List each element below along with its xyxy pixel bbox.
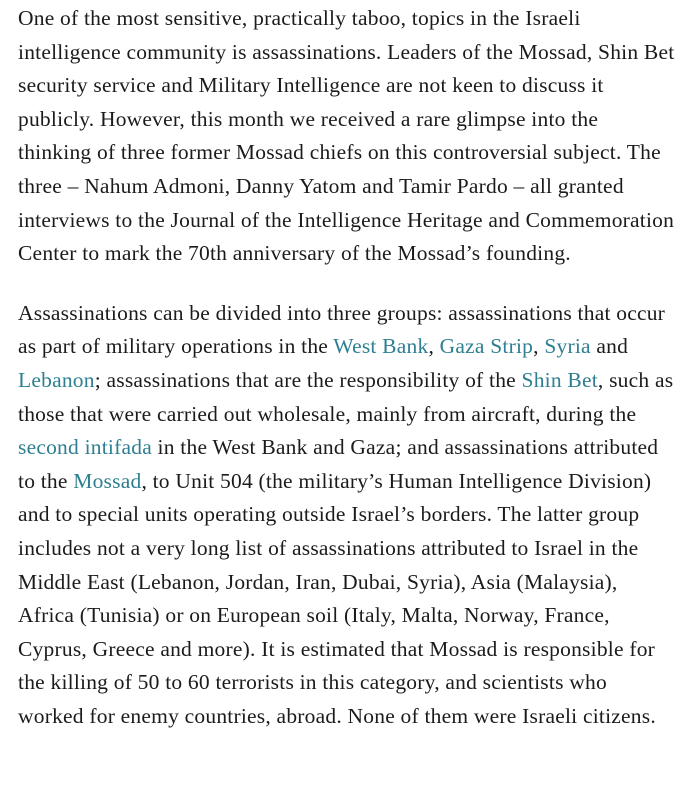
article-link[interactable]: Lebanon xyxy=(18,367,95,392)
article-text: Assassinations can be divided into three groups: assassinations that occur as part of military operations in the xyxy=(18,300,666,359)
article-text: ; assassinations that are the responsibility of the xyxy=(94,367,522,392)
article-link[interactable]: second intifada xyxy=(18,435,152,460)
article-text: and xyxy=(590,334,629,359)
article-link[interactable]: Gaza Strip xyxy=(439,334,534,359)
article-text: , xyxy=(533,334,545,359)
article-link[interactable]: Syria xyxy=(544,334,591,359)
article-link[interactable]: Mossad xyxy=(73,468,142,493)
article-link[interactable]: Shin Bet xyxy=(521,367,598,392)
article-text: , such as those that were carried out wholesale, mainly from aircraft, during the xyxy=(18,367,674,426)
article-paragraph xyxy=(18,297,675,734)
article-paragraph xyxy=(18,0,675,271)
article-text: in the West Bank and Gaza; and assassinations attributed to the xyxy=(18,435,659,493)
article-text: One of the most sensitive, practically taboo, topics in the Israeli intelligence community is assassinations. Leaders of the Mossad, Shin Bet security service and Military Intelligence are not keen to discuss it publicly. However, this month we received a rare glimpse into the thinking of three former Mossad chiefs on this controversial subject. The three – Nahum Admoni, Danny Yatom and Tamir Pardo – all granted interviews to the Journal of the Intelligence Heritage and Commemoration Center to mark the 70th anniversary of the Mossad’s founding. xyxy=(18,6,675,266)
article-text: , to Unit 504 (the military’s Human Intelligence Division) and to special units operating outside Israel’s borders. The latter group includes not a very long list of assassinations attributed to Israel in the Middle East (Lebanon, Jordan, Iran, Dubai, Syria), Asia (Malaysia), Africa (Tunisia) or on European soil (Italy, Malta, Norway, France, Cyprus, Greece and more). It is estimated that Mossad is responsible for the killing of 50 to 60 terrorists in this category, and scientists who worked for enemy countries, abroad. None of them were Israeli citizens. xyxy=(18,468,656,728)
article-text: , xyxy=(428,334,440,359)
article-link[interactable]: West Bank xyxy=(333,334,429,359)
